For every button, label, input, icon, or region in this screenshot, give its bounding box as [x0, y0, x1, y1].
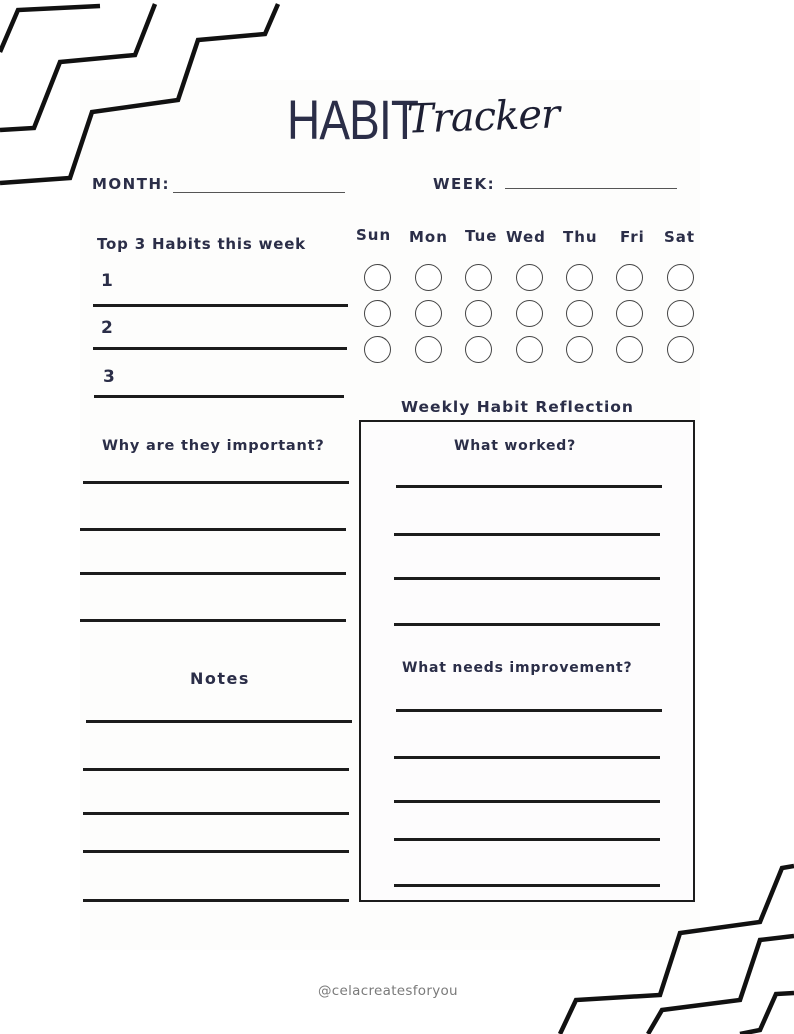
- checkbox-circle[interactable]: [415, 300, 442, 327]
- checkbox-circle[interactable]: [465, 336, 492, 363]
- month-label: MONTH:: [92, 175, 171, 193]
- improve-line-4[interactable]: [394, 838, 660, 841]
- week-label: WEEK:: [433, 175, 496, 193]
- checkbox-circle[interactable]: [516, 300, 543, 327]
- habit-line-2[interactable]: [93, 347, 347, 350]
- day-wed: Wed: [506, 228, 546, 246]
- day-fri: Fri: [620, 228, 645, 246]
- day-sat: Sat: [664, 228, 696, 246]
- checkbox-circle[interactable]: [465, 300, 492, 327]
- checkbox-circle[interactable]: [364, 336, 391, 363]
- checkbox-circle[interactable]: [667, 264, 694, 291]
- checkbox-circle[interactable]: [415, 264, 442, 291]
- notes-heading: Notes: [190, 669, 250, 688]
- worked-line-3[interactable]: [394, 577, 660, 580]
- week-field[interactable]: [505, 188, 677, 189]
- needs-improvement-heading: What needs improvement?: [402, 660, 633, 676]
- checkbox-circle[interactable]: [616, 264, 643, 291]
- day-tue: Tue: [465, 227, 498, 245]
- checkbox-circle[interactable]: [667, 300, 694, 327]
- checkbox-circle[interactable]: [516, 264, 543, 291]
- improve-line-2[interactable]: [394, 756, 660, 759]
- footer-handle: @celacreatesforyou: [318, 983, 458, 999]
- why-line-1[interactable]: [83, 481, 349, 484]
- checkbox-circle[interactable]: [566, 300, 593, 327]
- checkbox-circle[interactable]: [616, 300, 643, 327]
- improve-line-1[interactable]: [396, 709, 662, 712]
- notes-line-2[interactable]: [83, 768, 349, 771]
- why-line-3[interactable]: [80, 572, 346, 575]
- checkbox-circle[interactable]: [364, 264, 391, 291]
- day-thu: Thu: [563, 228, 598, 246]
- title-tracker: Tracker: [406, 91, 560, 143]
- worked-line-2[interactable]: [394, 533, 660, 536]
- notes-line-5[interactable]: [83, 899, 349, 902]
- top-habits-heading: Top 3 Habits this week: [97, 235, 306, 253]
- checkbox-circle[interactable]: [364, 300, 391, 327]
- month-field[interactable]: [173, 192, 345, 193]
- checkbox-circle[interactable]: [465, 264, 492, 291]
- checkbox-circle[interactable]: [616, 336, 643, 363]
- worked-line-1[interactable]: [396, 485, 662, 488]
- reflection-heading: Weekly Habit Reflection: [401, 398, 634, 416]
- day-mon: Mon: [409, 228, 448, 246]
- improve-line-3[interactable]: [394, 800, 660, 803]
- notes-line-3[interactable]: [83, 812, 349, 815]
- notes-line-4[interactable]: [83, 850, 349, 853]
- habit-number-2: 2: [101, 318, 113, 338]
- habit-number-1: 1: [101, 271, 113, 291]
- worked-line-4[interactable]: [394, 623, 660, 626]
- checkbox-circle[interactable]: [415, 336, 442, 363]
- improve-line-5[interactable]: [394, 884, 660, 887]
- habit-line-3[interactable]: [94, 395, 344, 398]
- habit-number-3: 3: [103, 367, 115, 387]
- why-important-heading: Why are they important?: [102, 438, 325, 454]
- title-habit: HABIT: [287, 88, 419, 151]
- checkbox-circle[interactable]: [667, 336, 694, 363]
- day-sun: Sun: [356, 226, 392, 244]
- why-line-2[interactable]: [80, 528, 346, 531]
- habit-line-1[interactable]: [93, 304, 348, 307]
- checkbox-circle[interactable]: [566, 336, 593, 363]
- checkbox-circle[interactable]: [566, 264, 593, 291]
- what-worked-heading: What worked?: [454, 438, 577, 454]
- checkbox-circle[interactable]: [516, 336, 543, 363]
- notes-line-1[interactable]: [86, 720, 352, 723]
- why-line-4[interactable]: [80, 619, 346, 622]
